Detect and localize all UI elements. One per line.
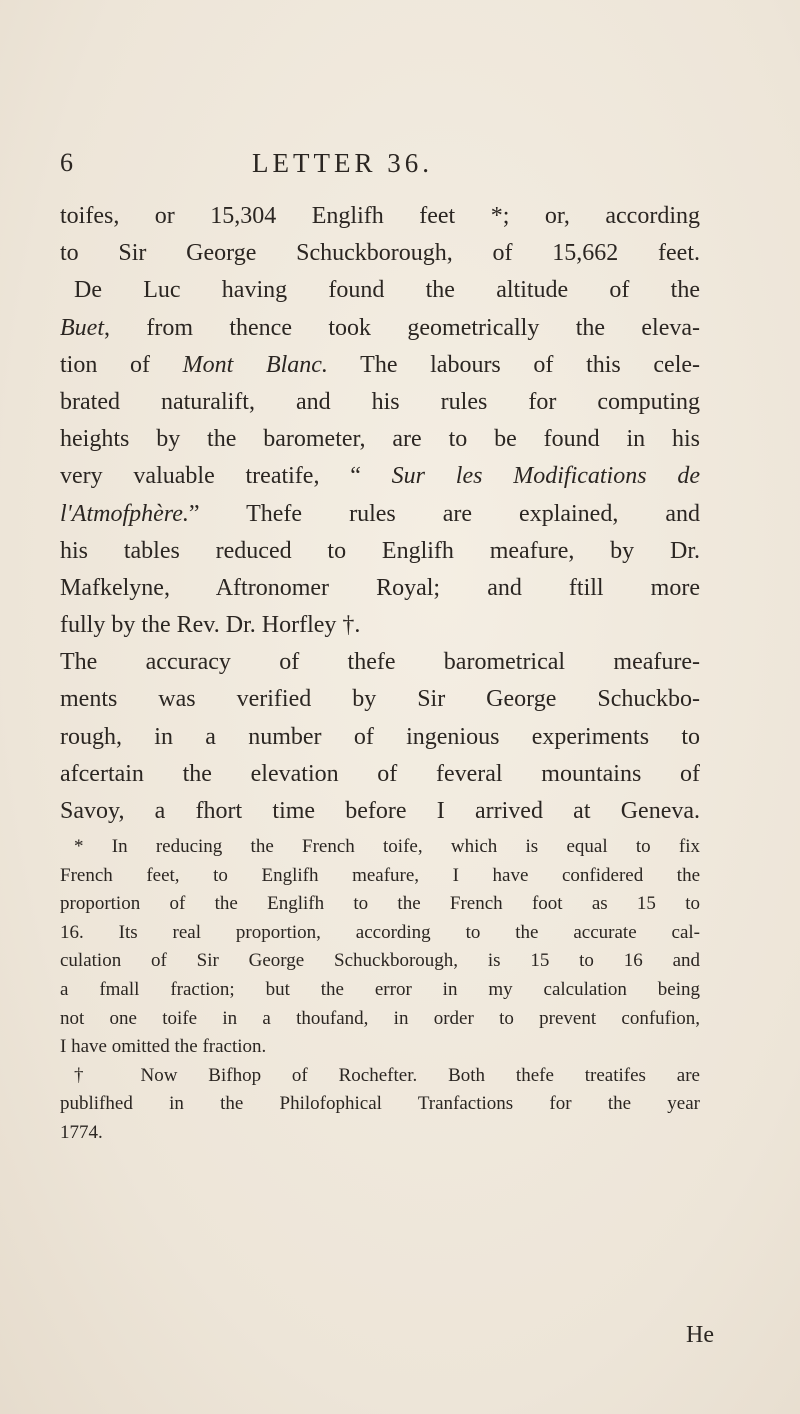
body-line-pre: tion of: [60, 351, 183, 378]
body-line: ments was verified by Sir George Schuckbo-: [60, 686, 700, 713]
footnote-line: French feet, to Englifh meafure, I have confidered the: [60, 864, 700, 886]
body-line-rest: The labours of this cele-: [327, 351, 701, 378]
body-line: toifes, or 15,304 Englifh feet *; or, according: [60, 203, 700, 229]
page-header: [60, 148, 700, 188]
footnote-line: † Now Bifhop of Rochefter. Both thefe treatifes are: [74, 1064, 700, 1086]
footnote-line: culation of Sir George Schuckborough, is 15 to 16 and: [60, 950, 700, 972]
body-line: afcertain the elevation of feveral mountains of: [60, 760, 700, 787]
body-line: Savoy, a fhort time before I arrived at Geneva.: [60, 798, 700, 824]
footnote-line: proportion of the Englifh to the French foot as 15 to: [60, 893, 700, 915]
body-line: fully by the Rev. Dr. Horfley †.: [60, 612, 361, 639]
place-name-mont-blanc: Mont Blanc.: [182, 351, 328, 378]
running-head: LETTER 36.: [252, 148, 433, 178]
body-line: [60, 347, 700, 384]
footnote-line: 1774.: [60, 1121, 103, 1143]
footnote-line: I have omitted the fraction.: [60, 1036, 267, 1058]
body-line: to Sir George Schuckborough, of 15,662 feet.: [60, 240, 700, 267]
body-text: [60, 198, 700, 830]
body-line: [60, 496, 700, 533]
place-name-buet: Buet: [60, 314, 104, 341]
body-line: heights by the barometer, are to be found in his: [60, 426, 700, 453]
body-line: brated naturalift, and his rules for computing: [60, 388, 700, 415]
body-line-rest: ” Thefe rules are explained, and: [188, 500, 700, 527]
body-line: Mafkelyne, Aftronomer Royal; and ftill more: [60, 574, 700, 601]
body-line: [60, 458, 700, 495]
treatise-title: Sur les Modifications de: [391, 463, 700, 490]
body-line-pre: very valuable treatife, “: [60, 463, 392, 490]
body-line: his tables reduced to Englifh meafure, by Dr.: [60, 537, 700, 564]
footnote-line: * In reducing the French toife, which is equal to fix: [74, 836, 700, 857]
footnote-line: not one toife in a thoufand, in order to prevent confufion,: [60, 1007, 700, 1029]
catchword: He: [686, 1322, 714, 1348]
treatise-title-cont: l'Atmofphère.: [60, 500, 189, 527]
body-line-rest: , from thence took geometrically the eleva-: [103, 314, 700, 341]
footnotes: [60, 833, 700, 1148]
body-line: [60, 310, 700, 347]
footnote-line: a fmall fraction; but the error in my calculation being: [60, 978, 700, 1000]
body-line: rough, in a number of ingenious experiments to: [60, 723, 700, 750]
footnote-line: publifhed in the Philofophical Tranfactions for the year: [60, 1093, 700, 1115]
footnote-line: 16. Its real proportion, according to the accurate cal-: [60, 921, 700, 943]
body-line: The accuracy of thefe barometrical meafure-: [60, 649, 700, 676]
body-line: De Luc having found the altitude of the: [74, 277, 700, 304]
page-number: 6: [60, 148, 73, 177]
